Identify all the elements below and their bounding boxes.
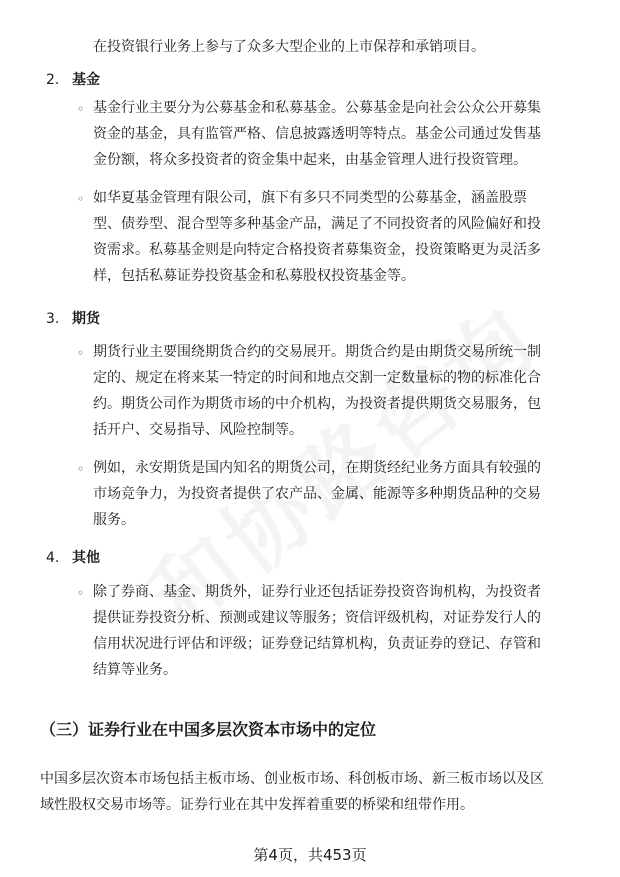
bullet-line: 期货行业主要围绕期货合约的交易展开。期货合约是由期货交易所统一制 <box>93 344 541 360</box>
bullet-line: 除了券商、基金、期货外，证券行业还包括证券投资咨询机构，为投资者 <box>93 584 541 600</box>
bullet-line: 结算等业务。 <box>93 662 177 678</box>
bullet-icon: ◦ <box>77 102 85 116</box>
item-heading <box>46 309 100 329</box>
bullet-line: 信用状况进行评估和评级；证券登记结算机构，负责证券的登记、存管和 <box>93 636 541 652</box>
page-number-footer: 第4页，共453页 <box>253 846 367 864</box>
item-title: 基金 <box>72 72 100 88</box>
bullet-line: 定的、规定在将来某一特定的时间和地点交割一定数量标的物的标准化合 <box>93 370 541 386</box>
bullet-line: 金份额，将众多投资者的资金集中起来，由基金管理人进行投资管理。 <box>93 152 527 168</box>
bullet-line: 样，包括私募证券投资基金和私募股权投资基金等。 <box>93 268 415 284</box>
item-title: 其他 <box>72 550 100 566</box>
paragraph-line: 中国多层次资本市场包括主板市场、创业板市场、科创板市场、新三板市场以及区 <box>40 771 544 787</box>
bullet-line: 资需求。私募基金则是向特定合格投资者募集资金，投资策略更为灵活多 <box>93 242 541 258</box>
bullet-icon: ◦ <box>77 462 85 476</box>
paragraph-line: 域性股权交易市场等。证券行业在其中发挥着重要的桥梁和纽带作用。 <box>40 797 474 813</box>
item-number: 3. <box>46 311 60 327</box>
bullet-icon: ◦ <box>77 586 85 600</box>
bullet-line: 约。期货公司作为期货市场的中介机构，为投资者提供期货交易服务，包 <box>93 396 541 412</box>
bullet-line: 如华夏基金管理有限公司，旗下有多只不同类型的公募基金，涵盖股票 <box>93 190 527 206</box>
item-number: 4. <box>46 550 60 566</box>
bullet-line: 型、债券型、混合型等多种基金产品，满足了不同投资者的风险偏好和投 <box>93 216 541 232</box>
item-number: 2. <box>46 72 60 88</box>
item-heading <box>46 548 100 568</box>
bullet-line: 市场竞争力，为投资者提供了农产品、金属、能源等多种期货品种的交易 <box>93 486 541 502</box>
bullet-icon: ◦ <box>77 192 85 206</box>
bullet-line: 基金行业主要分为公募基金和私募基金。公募基金是向社会公众公开募集 <box>93 100 541 116</box>
bullet-line: 服务。 <box>93 512 135 528</box>
bullet-line: 资金的基金，具有监管严格、信息披露透明等特点。基金公司通过发售基 <box>93 126 541 142</box>
item-heading <box>46 70 100 90</box>
bullet-line: 括开户、交易指导、风险控制等。 <box>93 422 303 438</box>
intro-line: 在投资银行业务上参与了众多大型企业的上市保荐和承销项目。 <box>93 39 485 55</box>
section-title: （三）证券行业在中国多层次资本市场中的定位 <box>40 720 377 739</box>
bullet-line: 提供证券投资分析、预测或建议等服务；资信评级机构，对证券发行人的 <box>93 610 541 626</box>
bullet-line: 例如，永安期货是国内知名的期货公司，在期货经纪业务方面具有较强的 <box>93 460 541 476</box>
item-title: 期货 <box>72 311 100 327</box>
bullet-icon: ◦ <box>77 346 85 360</box>
